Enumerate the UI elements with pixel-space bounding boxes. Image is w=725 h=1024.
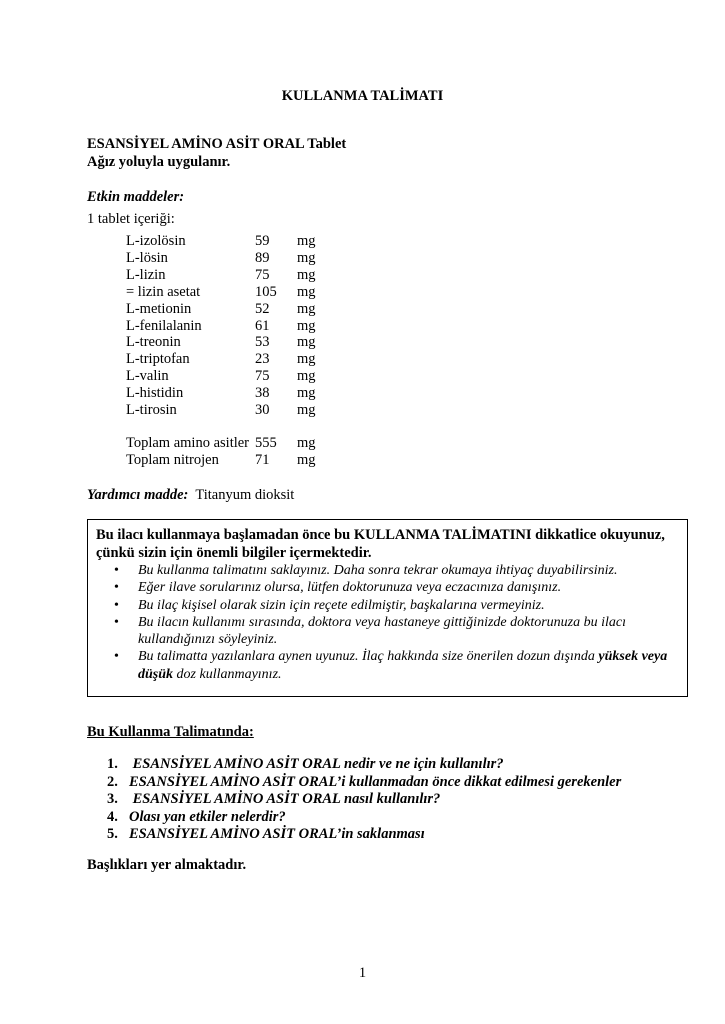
toc-item [107,809,621,827]
ingredient-value: 23 [255,351,270,368]
ingredient-value: 59 [255,233,270,249]
ingredient-unit: mg [297,351,316,368]
ingredient-value: 75 [255,368,270,385]
ingredient-row [126,351,316,368]
total-value: 555 [255,435,277,451]
ingredient-value: 75 [255,266,270,283]
bullet-icon: • [114,614,119,630]
total-name: Toplam amino asitler [126,435,250,451]
total-row [126,435,316,452]
toc-text: Olası yan etkiler nelerdir? [129,808,286,825]
ingredient-name: L-histidin [126,385,184,402]
warning-bullet [110,579,680,596]
page-number: 1 [358,965,367,981]
toc-text: ESANSİYEL AMİNO ASİT ORAL nasıl kullanılır? [129,791,441,807]
ingredient-row [126,385,316,402]
ingredient-unit: mg [297,249,316,266]
warning-bullet-text: Bu ilacın kullanımı sırasında, doktora veya hastaneye gittiğinizde doktorunuza bu ilacı kullandığınızı söyleyiniz. [138,614,626,648]
ingredient-name: = lizin asetat [126,283,201,300]
excipient-label: Yardımcı madde: [87,487,189,503]
ingredient-unit: mg [297,283,316,300]
bullet-icon: • [114,580,119,596]
ingredient-row [126,233,316,250]
warning-bullet-text: Bu ilaç kişisel olarak sizin için reçete edilmiştir, başkalarına vermeyiniz. [138,597,545,613]
toc-item [107,756,621,774]
toc-item [107,791,621,809]
toc-item [107,774,621,792]
total-unit: mg [297,452,316,468]
active-ingredients-heading: Etkin maddeler: [87,189,185,205]
route-of-administration: Ağız yoluyla uygulanır. [87,154,231,170]
ingredient-name: L-triptofan [126,351,190,368]
ingredient-unit: mg [297,233,316,249]
warning-bullet [110,648,680,683]
excipient-line [87,487,294,504]
ingredients-table [126,233,316,419]
warning-bullet [110,614,680,649]
footer-note: Başlıkları yer almaktadır. [87,857,247,873]
ingredient-row [126,301,316,318]
ingredient-unit: mg [297,266,316,283]
excipient-value: Titanyum dioksit [195,487,295,503]
ingredient-unit: mg [297,385,316,402]
ingredient-name: L-lizin [126,266,166,283]
toc-number: 4. [107,808,118,825]
warning-bullet-text: Bu talimatta yazılanlara aynen uyunuz. İlaç hakkında size önerilen dozun dışında [138,649,599,665]
ingredient-name: L-izolösin [126,233,186,249]
ingredient-value: 61 [255,317,270,334]
total-unit: mg [297,435,316,451]
ingredient-name: L-treonin [126,334,181,351]
ingredient-value: 38 [255,385,270,402]
warning-bullet-text: Bu kullanma talimatını saklayınız. Daha sonra tekrar okumaya ihtiyaç duyabilirsiniz. [138,563,618,578]
ingredient-row [126,284,316,301]
ingredient-row [126,267,316,284]
warning-bullet-list [110,562,680,683]
total-name: Toplam nitrojen [126,452,219,468]
warning-bullet-text: Eğer ilave sorularınız olursa, lütfen doktorunuza veya eczacınıza danışınız. [138,580,562,596]
ingredient-unit: mg [297,368,316,385]
ingredient-unit: mg [297,317,316,334]
per-tablet-label: 1 tablet içeriği: [87,211,175,227]
ingredient-name: L-tirosin [126,402,177,419]
ingredient-name: L-valin [126,368,169,385]
toc-heading: Bu Kullanma Talimatında: [87,724,254,740]
toc-text: ESANSİYEL AMİNO ASİT ORAL’i kullanmadan önce dikkat edilmesi gerekenler [129,773,622,790]
ingredient-row [126,402,316,419]
table-of-contents [107,756,621,844]
bullet-icon: • [114,597,119,613]
toc-number: 3. [107,791,118,807]
ingredient-unit: mg [297,300,316,317]
warning-heading: Bu ilacı kullanmaya başlamadan önce bu KULLANMA TALİMATINI dikkatlice okuyunuz, çünkü sizin için önemli bilgiler içermektedir. [96,527,665,561]
warning-bullet-text: doz kullanmayınız. [173,666,282,682]
ingredient-value: 53 [255,334,270,351]
toc-item [107,826,621,844]
toc-number: 2. [107,773,118,790]
warning-bullet [110,597,680,614]
product-name: ESANSİYEL AMİNO ASİT ORAL Tablet [87,136,347,152]
ingredient-row [126,368,316,385]
ingredient-value: 89 [255,249,270,266]
ingredient-name: L-lösin [126,249,168,266]
warning-box [87,519,688,697]
ingredient-value: 52 [255,300,270,317]
toc-number: 5. [107,826,118,842]
ingredient-value: 105 [255,283,277,300]
ingredient-name: L-fenilalanin [126,317,202,334]
toc-text: ESANSİYEL AMİNO ASİT ORAL nedir ve ne için kullanılır? [129,756,504,772]
ingredient-name: L-metionin [126,300,192,317]
ingredient-row [126,318,316,335]
bullet-icon: • [114,563,119,578]
total-value: 71 [255,452,270,468]
ingredient-value: 30 [255,402,270,419]
ingredient-row [126,250,316,267]
bullet-icon: • [114,649,119,665]
total-row [126,452,316,469]
totals-table [126,435,316,469]
warning-bullet-emphasis: yüksek veya düşük [138,649,668,682]
warning-bullet [110,562,680,579]
ingredient-row [126,334,316,351]
document-title: KULLANMA TALİMATI [281,88,444,104]
toc-number: 1. [107,756,118,772]
toc-text: ESANSİYEL AMİNO ASİT ORAL’in saklanması [129,826,425,842]
ingredient-unit: mg [297,334,316,351]
ingredient-unit: mg [297,402,316,419]
